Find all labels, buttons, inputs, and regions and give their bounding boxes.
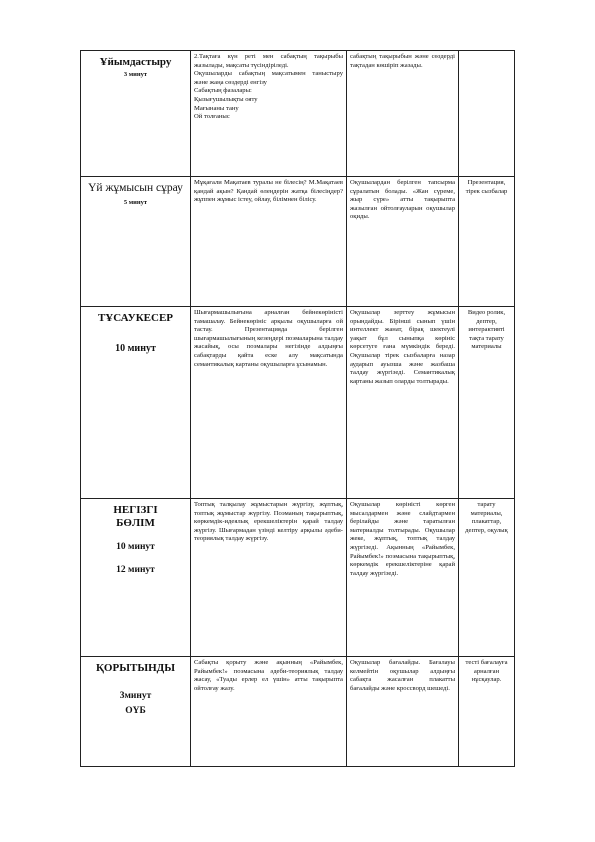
stage-title: Үй жұмысын сұрау <box>88 182 183 194</box>
teacher-line: Сабақтың фазалары: <box>194 87 252 95</box>
table-row <box>81 657 515 767</box>
stage-cell <box>81 177 191 307</box>
table-row <box>81 307 515 499</box>
stage-time: 3 минут <box>123 71 148 78</box>
teacher-activity-cell: Мұқағали Мақатаев туралы не білесің? М.Мақатаев қандай ақын? Қандай өлеңдерін жатқа білесіңдер? жұппен жұмыс істеу, ойлау, білімнен білісу. <box>191 177 347 307</box>
student-activity-cell: Оқушылар көріністі көрген мысалдармен және слайдтармен берілайды және таратылған материалды толтырады. Оқушылар жеке, жұптық, топтық талдау жүргізеді. Ақынның «Райымбек, Райымбек!» поэмасына тақырыптық, көркемдік ерекшеліктеріне қарай талдау жүргізеді. <box>347 499 459 657</box>
stage-cell <box>81 657 191 767</box>
student-activity-cell: Оқушылар зерттеу жұмысын орындайды. Бірінші сынып үшін интеллект жанат, бірақ шектеулі уақыт бұл сыныпқа көрініс көрсетуге ғана мүмкіндік береді. Оқушылар тірек сызбаларға назар аударып ауызша және жазбаша талдау жүргізеді. Семантикалық картаны жазып оларды толтырады. <box>347 307 459 499</box>
stage-time: 10 минут <box>115 343 156 354</box>
stage-cell <box>81 499 191 657</box>
stage-title: НЕГІЗГІ БӨЛІМ <box>113 504 158 529</box>
stage-time: ОҮБ <box>125 706 146 716</box>
resources-cell <box>459 51 515 177</box>
stage-time: 10 минут <box>116 542 155 552</box>
table-row <box>81 499 515 657</box>
stage-time: 12 минут <box>116 565 155 575</box>
table-row <box>81 51 515 177</box>
stage-time: 5 минут <box>123 199 148 206</box>
lesson-plan-table <box>80 50 515 767</box>
resources-cell: тесті бағалауға арналған нұсқаулар. <box>459 657 515 767</box>
student-activity-cell: Оқушылардан берілген тапсырма сұралатын болады. «Жан сүреме, жыр сүре» атты тақырыпта жазылған ойтолғауларын оқушылар оқиды. <box>347 177 459 307</box>
stage-time: 3минут <box>119 691 152 701</box>
teacher-activity-cell: Топтық талқылау жұмыстарын жүргізу, жұптық, топтық жұмыстар жүргізу. Поэманың тақырыптық, көркемдік-идеялық ерекшеліктерін қарай талдау жүргізу. Шығармадан үзінді келтіру арқылы әдеби-теориялық талдау жүргізу. <box>191 499 347 657</box>
teacher-line: Мағынаны тану <box>194 104 239 112</box>
teacher-line: Қызығушылықты ояту <box>194 95 258 103</box>
stage-cell <box>81 51 191 177</box>
table-row <box>81 177 515 307</box>
stage-title: ТҰСАУКЕСЕР <box>97 312 174 324</box>
resources-cell: Презентация, тірек сызбалар <box>459 177 515 307</box>
student-activity-cell: Оқушылар бағалайды. Бағалауы келмейтін оқушылар алдыңғы сабақта жасалған плакатты бағалайды және кроссворд шешеді. <box>347 657 459 767</box>
stage-title: Ұйымдастыру <box>99 56 172 68</box>
teacher-activity-cell: Шығармашылығына арналған бейнекөріністі тамашалау. Бейнекөрініс арқылы оқушыларға ой тастау. Презентацияда берілген шығармашылығының кезеңдері поэмаларына талдау жасайық, осы поэмалары негізінде алдыңғы сабақтарды қайта еске алу мақсатында семантикалық картаны оқушыларға ұсынамын. <box>191 307 347 499</box>
stage-title: ҚОРЫТЫНДЫ <box>95 662 176 674</box>
stage-cell <box>81 307 191 499</box>
resources-cell: Видео ролик, дептер, интерактивті тақта тарату материалы <box>459 307 515 499</box>
teacher-activity-cell <box>191 51 347 177</box>
teacher-activity-cell: Сабақты қорыту және ақынның «Райымбек, Райымбек!» поэмасына әдеби-теориялық талдау жасау, «Туады ерлер ел үшін» атты тақырыпта ойтолғау жазу. <box>191 657 347 767</box>
teacher-line: Оқушыларды сабақтың мақсатымен таныстыру және жаңа сөздерді енгізу <box>194 70 343 86</box>
teacher-line: 2.Тақтаға күн реті мен сабақтың тақырыбы жазылады, мақсаты түсіндіріледі. <box>194 53 343 69</box>
student-activity-cell: сабақтың тақырыбын және сөздерді тақтадан көшіріп жазады. <box>347 51 459 177</box>
resources-cell: тарату материалы, плакаттар, дептер, оқулық <box>459 499 515 657</box>
teacher-line: Ой толғаныс <box>194 113 230 121</box>
